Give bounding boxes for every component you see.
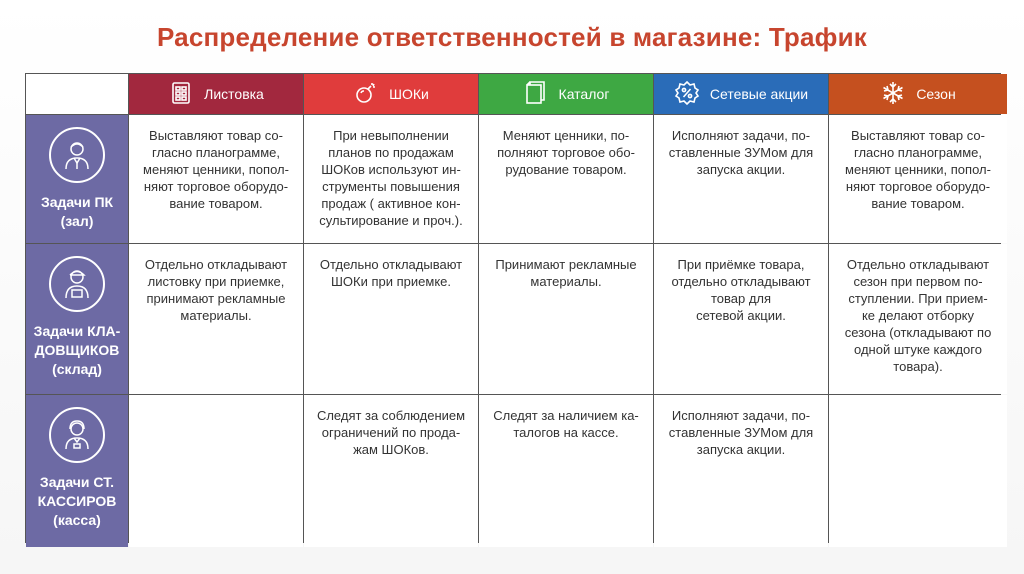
- table-cell: Отдельно откладывают сезон при первом по- ступлении. При прием- ке делают отборку сезона (откладывают по одной штуке каждого товара).: [829, 244, 1007, 394]
- flyer-icon: [168, 80, 194, 109]
- column-header-catalog: [479, 74, 653, 114]
- table-cell: При приёмке товара, отдельно откладывают товар для сетевой акции.: [654, 244, 828, 394]
- page-title: Распределение ответственностей в магазине: Трафик: [156, 22, 868, 52]
- table-cell: При невыполнении планов по продажам ШОКов используют ин- струменты повышения продаж ( активное кон- сультирование и проч.).: [304, 115, 478, 243]
- table-cell: [129, 395, 303, 547]
- responsibility-table: [25, 73, 1001, 543]
- table-cell: Исполняют задачи, по- ставленные ЗУМом для запуска акции.: [654, 115, 828, 243]
- table-cell: Исполняют задачи, по- ставленные ЗУМом для запуска акции.: [654, 395, 828, 547]
- row-header-warehouse: [26, 244, 128, 394]
- row-header-sales-floor: [26, 115, 128, 243]
- column-header-shoki: [304, 74, 478, 114]
- column-header-label: ШОКи: [389, 86, 429, 102]
- column-header-network-promotions: [654, 74, 828, 114]
- cashier-icon: [49, 407, 105, 463]
- snowflake-icon: [880, 80, 906, 109]
- table-cell: [829, 395, 1007, 547]
- table-cell: Отдельно откладывают ШОКи при приемке.: [304, 244, 478, 394]
- bomb-icon: [353, 80, 379, 109]
- catalog-icon: [523, 80, 549, 109]
- table-cell: Меняют ценники, по- полняют торговое обо- рудование товаром.: [479, 115, 653, 243]
- row-header-label: Задачи КЛА- ДОВЩИКОВ (склад): [33, 323, 121, 377]
- employee-icon: [49, 127, 105, 183]
- column-header-label: Листовка: [204, 86, 264, 102]
- column-header-label: Сезон: [916, 86, 956, 102]
- percent-badge-icon: [674, 80, 700, 109]
- column-header-season: [829, 74, 1007, 114]
- storekeeper-icon: [49, 256, 105, 312]
- row-header-label: Задачи СТ. КАССИРОВ (касса): [37, 474, 117, 528]
- table-cell: Следят за соблюдением ограничений по прода- жам ШОКов.: [304, 395, 478, 547]
- table-cell: Отдельно откладывают листовку при приемке, принимают рекламные материалы.: [129, 244, 303, 394]
- table-cell: Следят за наличием ка- талогов на кассе.: [479, 395, 653, 547]
- table-cell: Выставляют товар со- гласно планограмме, меняют ценники, попол- няют торговое оборудо- вание товаром.: [129, 115, 303, 243]
- column-header-label: Каталог: [558, 86, 610, 102]
- row-header-label: Задачи ПК (зал): [40, 194, 114, 229]
- table-cell: Принимают рекламные материалы.: [479, 244, 653, 394]
- table-cell: Выставляют товар со- гласно планограмме, меняют ценники, попол- няют торговое оборудо- вание товаром.: [829, 115, 1007, 243]
- column-header-flyer: [129, 74, 303, 114]
- row-header-checkout: [26, 395, 128, 547]
- column-header-label: Сетевые акции: [709, 86, 809, 102]
- table-corner: [26, 74, 128, 114]
